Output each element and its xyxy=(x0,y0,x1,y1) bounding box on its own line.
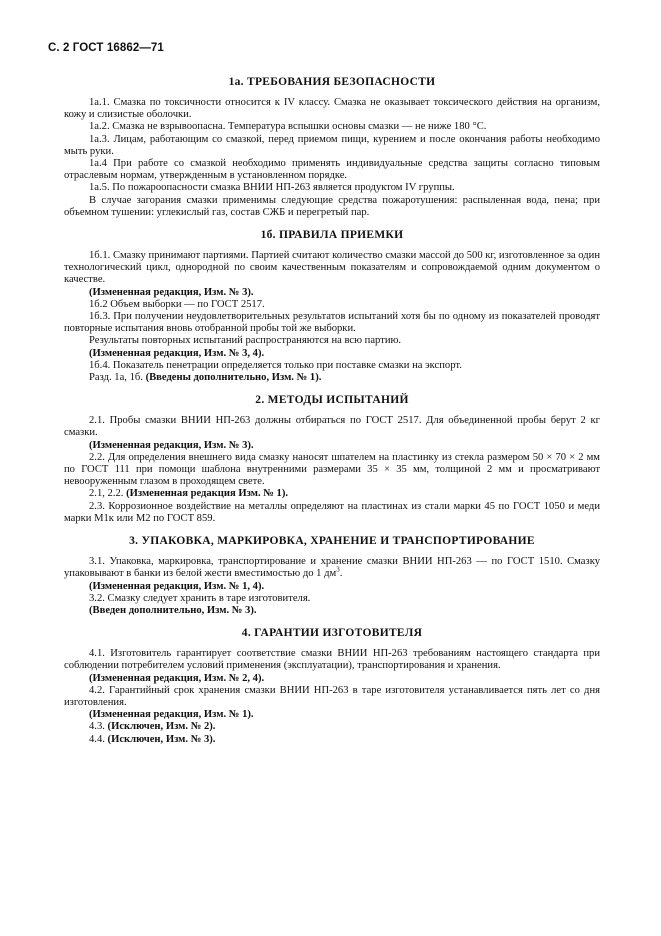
section-safety-requirements xyxy=(64,76,600,219)
paragraph-2-1: 2.1. Пробы смазки ВНИИ НП-263 должны отбираться по ГОСТ 2517. Для объединенной пробы берут 2 кг смазки. xyxy=(64,415,600,439)
paragraph-4-2: 4.2. Гарантийный срок хранения смазки ВНИИ НП-263 в таре изготовителя устанавливается пять лет со дня изготовления. xyxy=(64,684,600,708)
amendment-note: (Измененная редакция, Изм. № 2, 4). xyxy=(89,672,265,684)
page-header: С. 2 ГОСТ 16862—71 xyxy=(48,42,164,54)
clauses-ref: 2.1, 2.2. xyxy=(89,488,124,500)
excluded-note: (Исключен, Изм. № 3). xyxy=(107,733,216,745)
paragraph-repeat-results: Результаты повторных испытаний распространяются на всю партию. xyxy=(89,335,402,347)
paragraph-4-3 xyxy=(64,721,600,733)
amendment-note: (Измененная редакция, Изм. № 1, 4). xyxy=(89,580,265,592)
paragraph-3-2: 3.2. Смазку следует хранить в таре изготовителя. xyxy=(89,592,311,604)
paragraph-4-1: 4.1. Изготовитель гарантирует соответствие смазки ВНИИ НП-263 требованиям настоящего стандарта при соблюдении потребителем условий применения (эксплуатации), транспортирования и хранения. xyxy=(64,648,600,672)
section-title: 1а. ТРЕБОВАНИЯ БЕЗОПАСНОСТИ xyxy=(228,76,436,88)
amendment-note: (Введены дополнительно, Изм. № 1). xyxy=(145,372,322,384)
amendment-note: (Измененная редакция, Изм. № 1). xyxy=(89,709,254,721)
paragraph-1b1: 1б.1. Смазку принимают партиями. Партией считают количество смазки массой до 500 кг, изготовленное за один технологический цикл, однородной по своим качественным показателям и сопровождаемой одним документом о качестве. xyxy=(64,250,600,286)
amendment-note: (Измененная редакция, Изм. № 3). xyxy=(89,286,254,298)
section-acceptance-rules xyxy=(64,229,600,384)
paragraph-1a1: 1а.1. Смазка по токсичности относится к IV классу. Смазка не оказывает токсического действия на организм, кожу и слизистые оболочки. xyxy=(64,97,600,121)
paragraph-1b3: 1б.3. При получении неудовлетворительных результатов испытаний хотя бы по одному из показателей проводят повторные испытания вновь отобранной пробы той же выборки. xyxy=(64,311,600,335)
paragraph-fire-extinguishing: В случае загорания смазки применимы следующие средства пожаротушения: распыленная вода, пена; при объемном тушении: углекислый газ, состав СЖБ и перегретый пар. xyxy=(64,194,600,218)
section-title: 3. УПАКОВКА, МАРКИРОВКА, ХРАНЕНИЕ И ТРАНСПОРТИРОВАНИЕ xyxy=(129,535,535,548)
paragraph-1b4: 1б.4. Показатель пенетрации определяется только при поставке смазки на экспорт. xyxy=(89,359,462,371)
excluded-note: (Исключен, Изм. № 2). xyxy=(107,721,216,733)
amendment-note: (Введен дополнительно, Изм. № 3). xyxy=(89,604,257,616)
amendment-note: (Измененная редакция Изм. № 1). xyxy=(126,488,289,500)
paragraph-1a5: 1а.5. По пожароопасности смазка ВНИИ НП-263 является продуктом IV группы. xyxy=(89,182,455,194)
paragraph-2-1-2-2-note xyxy=(64,488,600,500)
paragraph-4-4 xyxy=(64,734,600,746)
section-packaging xyxy=(64,535,600,617)
paragraph-1a2: 1а.2. Смазка не взрывоопасна. Температура вспышки основы смазки — не ниже 180 °С. xyxy=(89,121,487,133)
document-body xyxy=(64,76,600,746)
superscript: 3 xyxy=(336,565,340,574)
sections-ref: Разд. 1а, 1б. xyxy=(89,372,143,384)
paragraph-3-1 xyxy=(64,556,600,580)
paragraph-2-3: 2.3. Коррозионное воздействие на металлы определяют на пластинах из стали марки 45 по ГОСТ 1050 и меди марки М1к или М2 по ГОСТ 859. xyxy=(64,500,600,524)
paragraph-text: 3.1. Упаковка, маркировка, транспортирование и хранение смазки ВНИИ НП-263 — по ГОСТ 1510. Смазку упаковывают в банки из белой жести вместимостью до 1 дм xyxy=(64,556,600,580)
paragraph-2-2: 2.2. Для определения внешнего вида смазку наносят шпателем на пластинку из стекла размером 50 × 70 × 2 мм по ГОСТ 111 при помощи шаблона внутренними размерами 35 × 35 мм, толщиной 2 мм и просматривают невооруженным глазом в проходящем свете. xyxy=(64,451,600,488)
paragraph-1b2: 1б.2 Объем выборки — по ГОСТ 2517. xyxy=(89,298,265,310)
section-title: 2. МЕТОДЫ ИСПЫТАНИЙ xyxy=(255,394,409,407)
paragraph-end: . xyxy=(339,568,343,580)
clause-number: 4.4. xyxy=(89,733,105,745)
amendment-note: (Измененная редакция, Изм. № 3, 4). xyxy=(89,347,265,359)
section-title: 4. ГАРАНТИИ ИЗГОТОВИТЕЛЯ xyxy=(241,627,423,640)
paragraph-1a4: 1а.4 При работе со смазкой необходимо применять индивидуальные средства защиты согласно типовым отраслевым нормам, утвержденным в установленном порядке. xyxy=(64,158,600,182)
amendment-note: (Измененная редакция, Изм. № 3). xyxy=(89,439,254,451)
paragraph-sections-note xyxy=(64,372,600,384)
section-manufacturer-guarantees xyxy=(64,627,600,746)
paragraph-1a3: 1а.3. Лицам, работающим со смазкой, перед приемом пищи, курением и после окончания работы необходимо мыть руки. xyxy=(64,133,600,157)
section-test-methods xyxy=(64,394,600,525)
section-title: 1б. ПРАВИЛА ПРИЕМКИ xyxy=(260,229,404,242)
clause-number: 4.3. xyxy=(89,721,105,733)
